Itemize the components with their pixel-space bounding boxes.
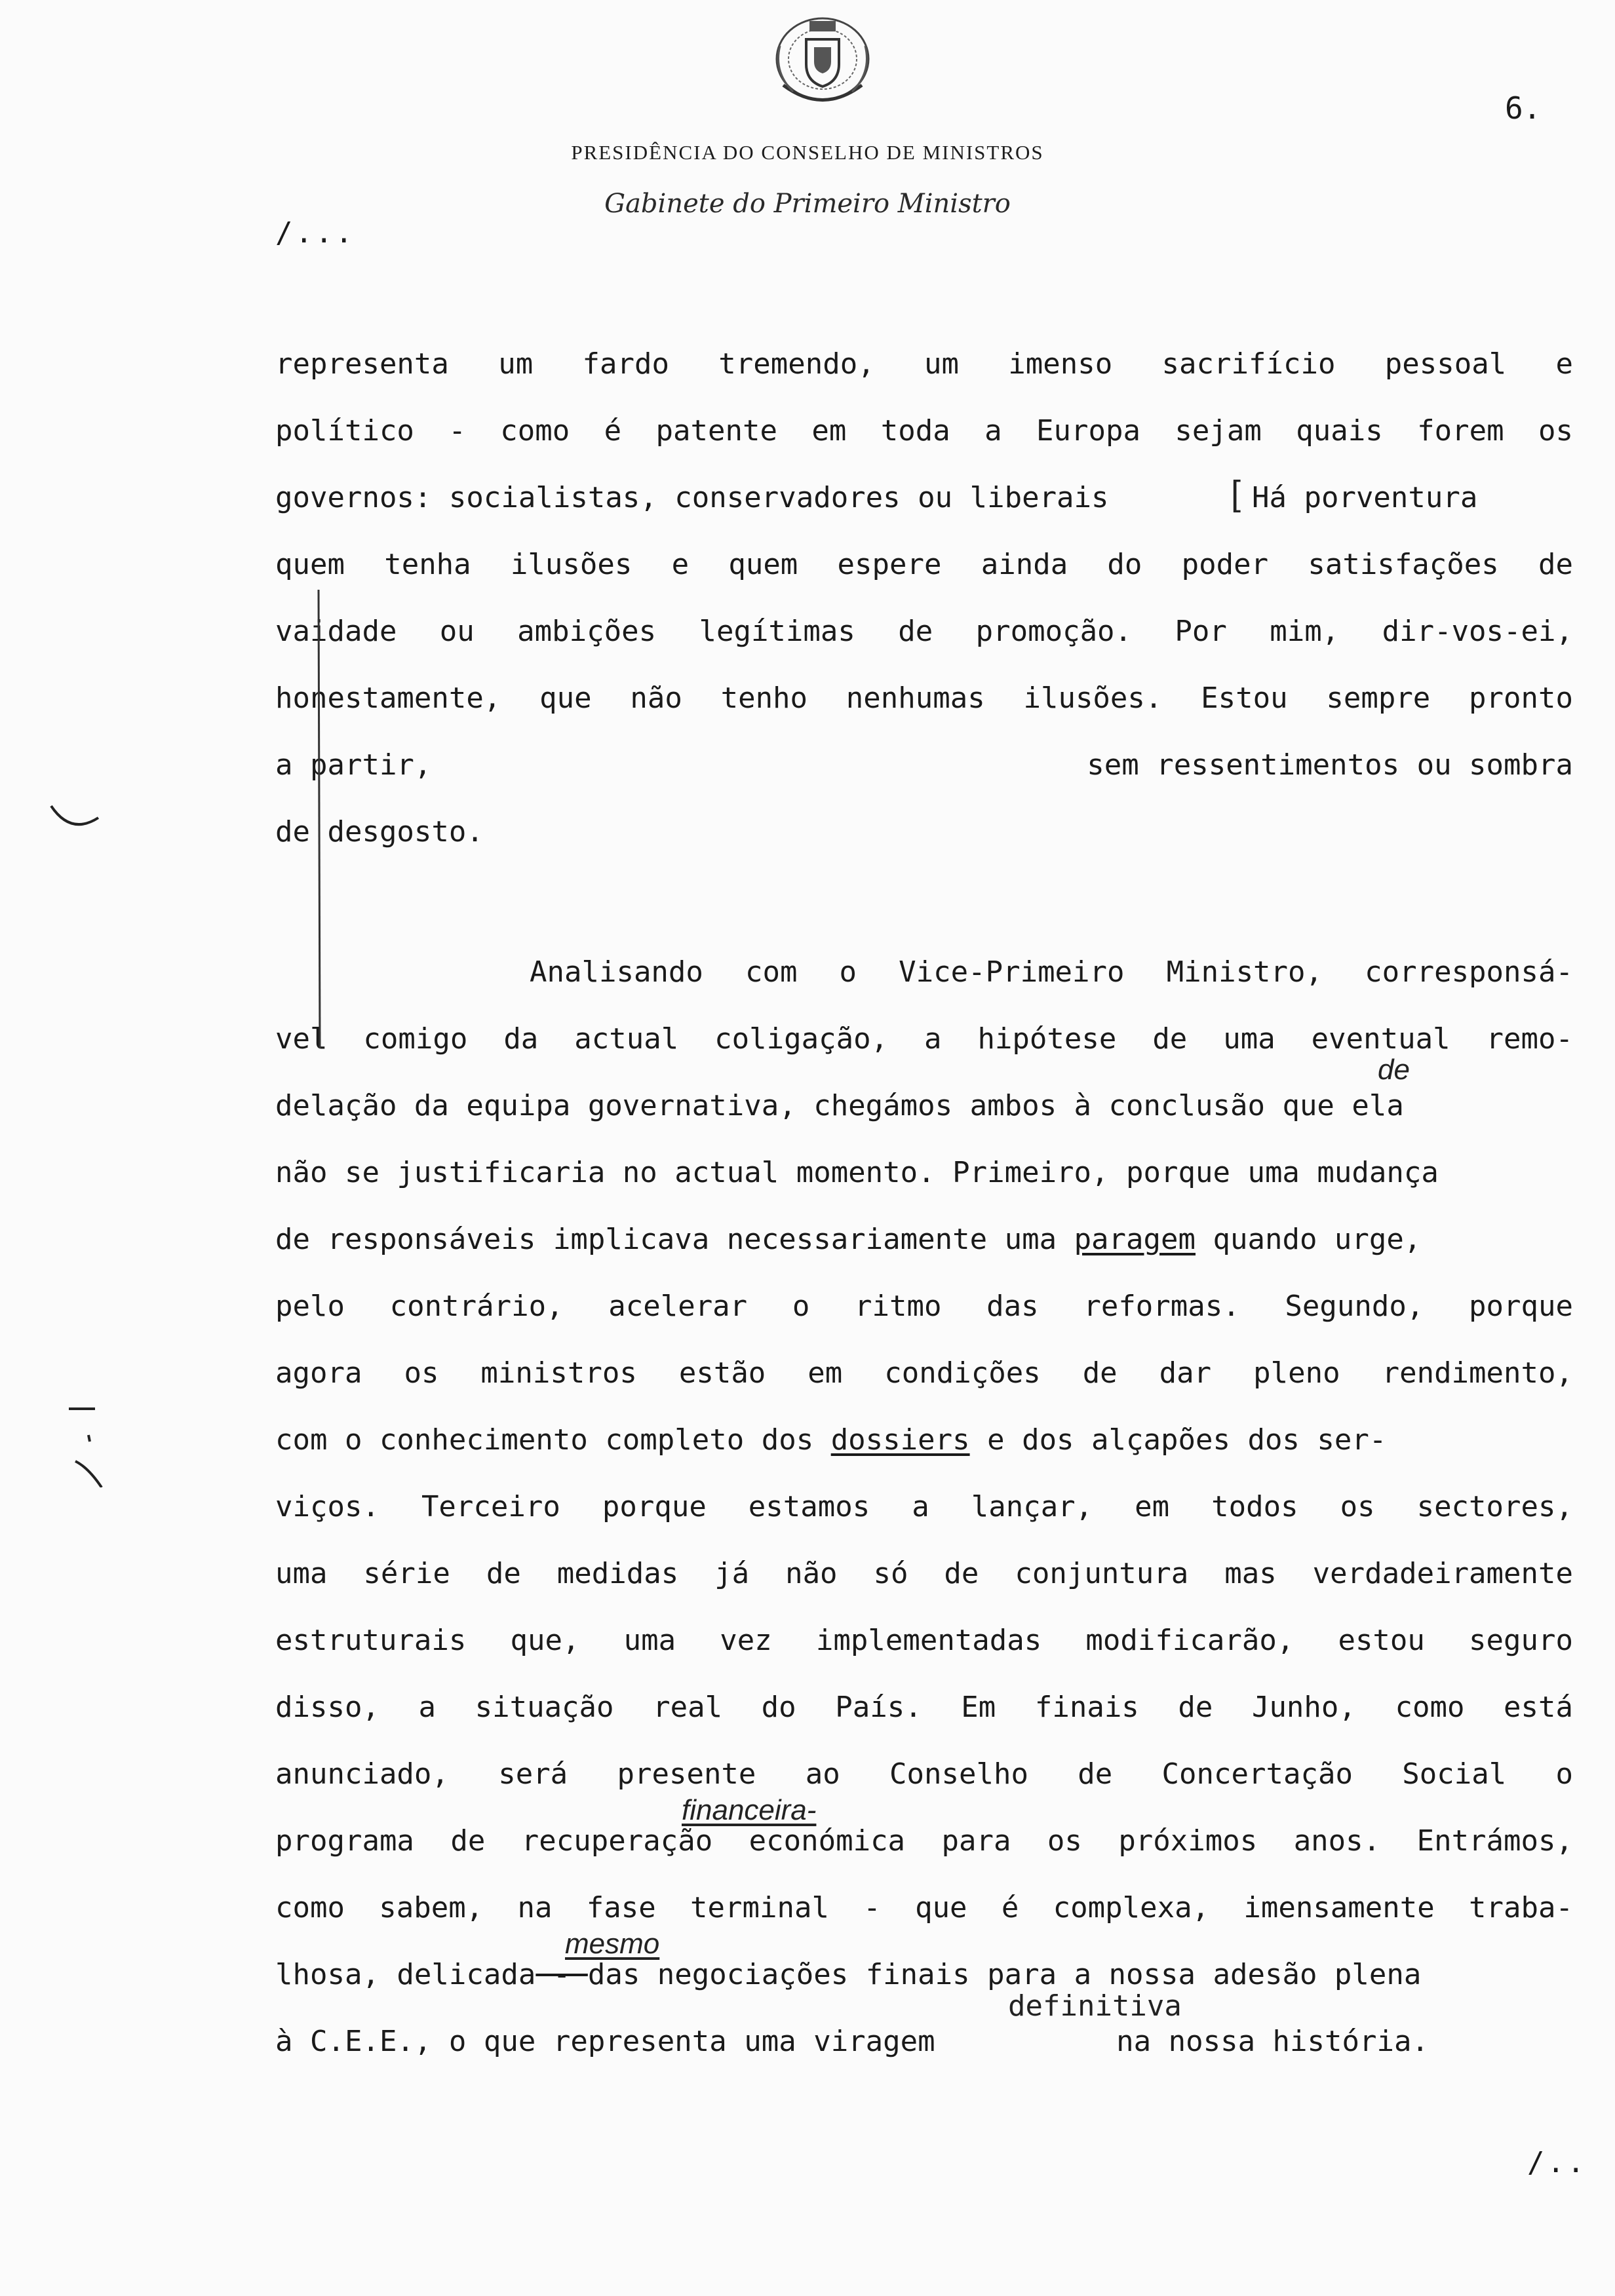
p1-line-8: de desgosto.	[275, 815, 484, 849]
p2-line-16-text: lhosa, delicada	[275, 1958, 536, 1991]
p2-line-17	[275, 2025, 1573, 2059]
p2-line-13: anunciado, será presente ao Conselho de Concertação Social o	[275, 1757, 1573, 1791]
continuation-top: /...	[275, 216, 355, 250]
coat-of-arms-icon	[760, 7, 885, 118]
struck-dash: -	[535, 1958, 588, 1991]
p2-line-5	[275, 1223, 1573, 1257]
p2-line-16	[275, 1958, 1573, 1992]
p2-line-5-text: de responsáveis implicava necessariamente uma	[275, 1223, 1074, 1256]
p2-line-14: programa de recuperação económica para os próximos anos. Entrámos,	[275, 1824, 1573, 1858]
p2-line-15: como sabem, na fase terminal - que é complexa, imensamente traba-	[275, 1891, 1573, 1924]
p2-line-3	[275, 1089, 1573, 1123]
p2-line-8-text: com o conhecimento completo dos	[275, 1423, 831, 1457]
p2-line-2: vel comigo da actual coligação, a hipótese de uma eventual remo-	[275, 1022, 1573, 1056]
insertion-financeira: financeira-	[682, 1794, 817, 1826]
p2-line-3-text: delação da equipa governativa, chegámos ambos à conclusão	[275, 1089, 1265, 1122]
p2-line-17-text: à C.E.E., o que representa uma viragem	[275, 2025, 935, 2058]
institution-name: PRESIDÊNCIA DO CONSELHO DE MINISTROS	[571, 141, 1044, 164]
insertion-de: de	[1378, 1054, 1410, 1086]
underlined-paragem: paragem	[1074, 1223, 1196, 1256]
p2-line-8-end: e dos alçapões dos ser-	[969, 1423, 1387, 1457]
p2-line-16-end: das negociações finais para a nossa adesão plena	[587, 1958, 1422, 1991]
p1-line-7-end: sem ressentimentos ou sombra	[1087, 748, 1573, 782]
underlined-dossiers: dossiers	[830, 1423, 970, 1457]
p1-line-7: a partir,	[275, 748, 432, 782]
p2-line-12: disso, a situação real do País. Em finais de Junho, como está	[275, 1691, 1573, 1724]
margin-curve-mark	[46, 799, 105, 845]
p1-line-5: vaidade ou ambições legítimas de promoção. Por mim, dir-vos-ei,	[275, 615, 1573, 648]
p1-line-3: governos: socialistas, conservadores ou liberais	[275, 481, 1109, 514]
bracket-mark: [	[1231, 474, 1241, 513]
p2-line-17-end: na nossa história.	[1099, 2025, 1429, 2058]
insertion-mesmo: mesmo	[565, 1928, 660, 1960]
p2-line-11: estruturais que, uma vez implementadas modificarão, estou seguro	[275, 1624, 1573, 1657]
p1-line-6: honestamente, que não tenho nenhumas ilusões. Estou sempre pronto	[275, 681, 1573, 715]
p1-line-1: representa um fardo tremendo, um imenso sacrifício pessoal e	[275, 347, 1573, 381]
cabinet-title: Gabinete do Primeiro Ministro	[604, 189, 1011, 219]
p2-line-7: agora os ministros estão em condições de dar pleno rendimento,	[275, 1356, 1573, 1390]
page-number: 6.	[1505, 90, 1542, 126]
p1-line-2: político - como é patente em toda a Europa sejam quais forem os	[275, 414, 1573, 448]
p2-line-8	[275, 1423, 1573, 1457]
p2-line-9: viços. Terceiro porque estamos a lançar, em todos os sectores,	[275, 1490, 1573, 1523]
p2-line-4: não se justificaria no actual momento. Primeiro, porque uma mudança	[275, 1156, 1439, 1189]
continuation-bottom: /..	[1527, 2146, 1587, 2179]
p2-line-10: uma série de medidas já não só de conjuntura mas verdadeiramente	[275, 1557, 1573, 1590]
p2-line-5-end: quando urge,	[1196, 1223, 1422, 1256]
p2-line-6: pelo contrário, acelerar o ritmo das reformas. Segundo, porque	[275, 1290, 1573, 1323]
margin-vertical-line	[305, 590, 332, 1048]
p1-line-3-end: Há porventura	[1252, 481, 1478, 514]
p2-line-3-end: que ela	[1282, 1089, 1404, 1122]
p2-line-1: Analisando com o Vice-Primeiro Ministro, corresponsá-	[530, 955, 1573, 989]
insertion-definitiva: definitiva	[1008, 1989, 1182, 2023]
p1-line-4: quem tenha ilusões e quem espere ainda do poder satisfações de	[275, 548, 1573, 581]
margin-bracket-mark	[62, 1402, 115, 1487]
